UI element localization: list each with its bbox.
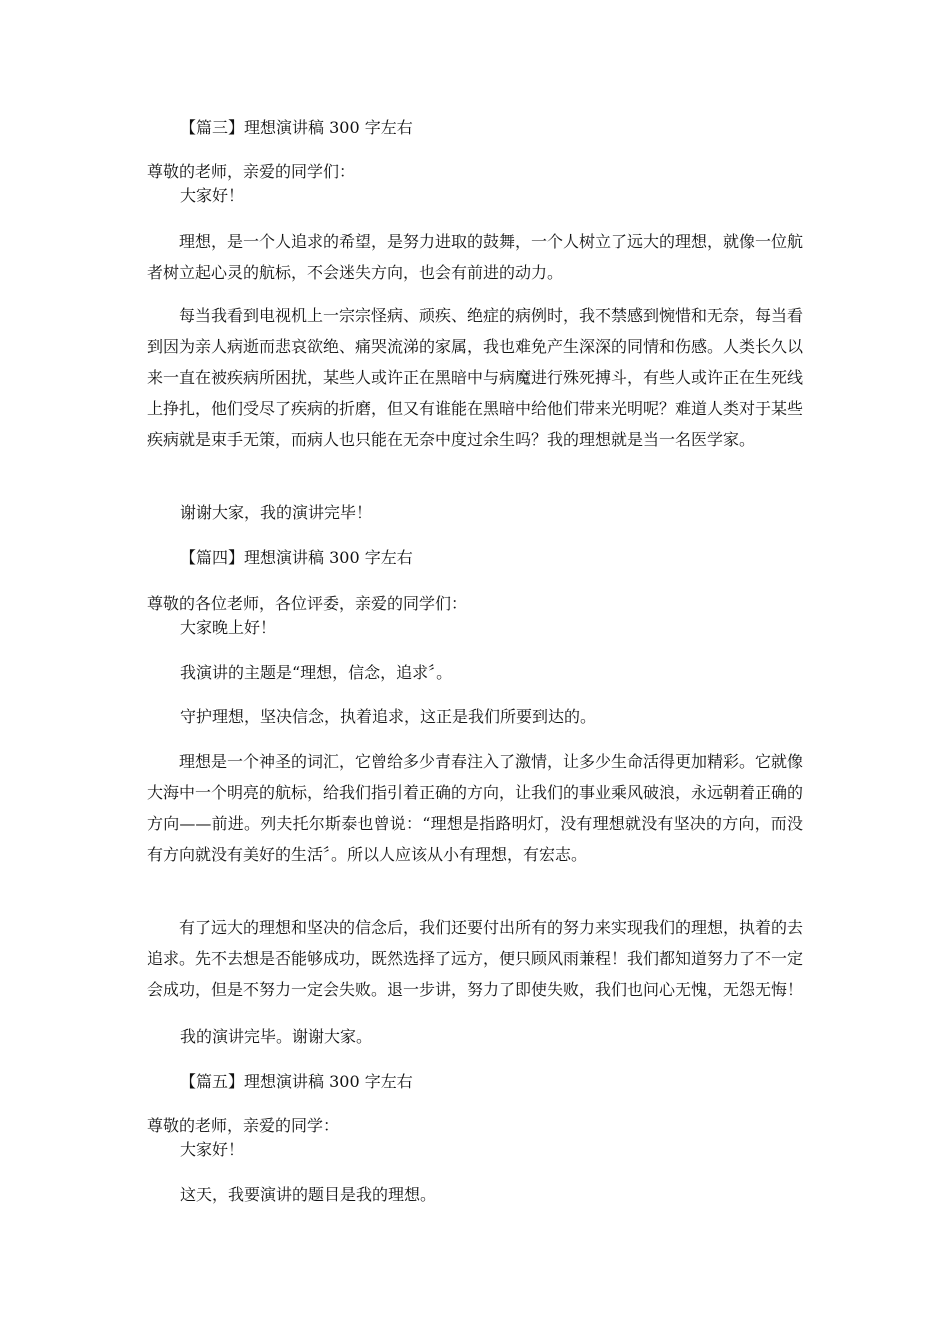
- paragraph: 有了远大的理想和坚决的信念后，我们还要付出所有的努力来实现我们的理想，执着的去追求。先不去想是否能够成功，既然选择了远方，便只顾风雨兼程！我们都知道努力了不一定会成功，但是不努力一定会失败。退一步讲，努力了即使失败，我们也问心无愧，无怨无悔！: [147, 918, 804, 999]
- salutation: 尊敬的老师，亲爱的同学们：: [147, 162, 356, 181]
- paragraph: 理想是一个神圣的词汇，它曾给多少青春注入了激情，让多少生命活得更加精彩。它就像大海中一个明亮的航标，给我们指引着正确的方向，让我们的事业乘风破浪，永远朝着正确的方向——前进。列夫托尔斯泰也曾说：“理想是指路明灯，没有理想就没有坚决的方向，而没有方向就没有美好的生活〞。所以人应该从小有理想，有宏志。: [147, 752, 804, 864]
- section-heading: 【篇三】理想演讲稿 300 字左右: [180, 118, 413, 137]
- salutation: 尊敬的老师，亲爱的同学：: [147, 1116, 340, 1135]
- section-heading: 【篇五】理想演讲稿 300 字左右: [180, 1072, 413, 1091]
- paragraph: 谢谢大家，我的演讲完毕！: [180, 503, 373, 522]
- paragraph: 理想，是一个人追求的希望，是努力进取的鼓舞，一个人树立了远大的理想，就像一位航者树立起心灵的航标，不会迷失方向，也会有前进的动力。: [147, 232, 804, 282]
- paragraph: 我演讲的主题是“理想，信念，追求〞。: [180, 663, 453, 682]
- paragraph: 守护理想，坚决信念，执着追求，这正是我们所要到达的。: [180, 707, 597, 726]
- paragraph: 每当我看到电视机上一宗宗怪病、顽疾、绝症的病例时，我不禁感到惋惜和无奈，每当看到因为亲人病逝而悲哀欲绝、痛哭流涕的家属，我也难免产生深深的同情和伤感。人类长久以来一直在被疾病所困扰，某些人或许正在黑暗中与病魔进行殊死搏斗，有些人或许正在生死线上挣扎，他们受尽了疾病的折磨，但又有谁能在黑暗中给他们带来光明呢？难道人类对于某些疾病就是束手无策，而病人也只能在无奈中度过余生吗？我的理想就是当一名医学家。: [147, 306, 804, 449]
- salutation: 尊敬的各位老师，各位评委，亲爱的同学们：: [147, 594, 468, 613]
- paragraph: 我的演讲完毕。谢谢大家。: [180, 1027, 373, 1046]
- section-heading: 【篇四】理想演讲稿 300 字左右: [180, 548, 413, 567]
- greeting: 大家晚上好！: [180, 618, 277, 637]
- paragraph: 这天，我要演讲的题目是我的理想。: [180, 1185, 437, 1204]
- greeting: 大家好！: [180, 186, 245, 205]
- greeting: 大家好！: [180, 1140, 245, 1159]
